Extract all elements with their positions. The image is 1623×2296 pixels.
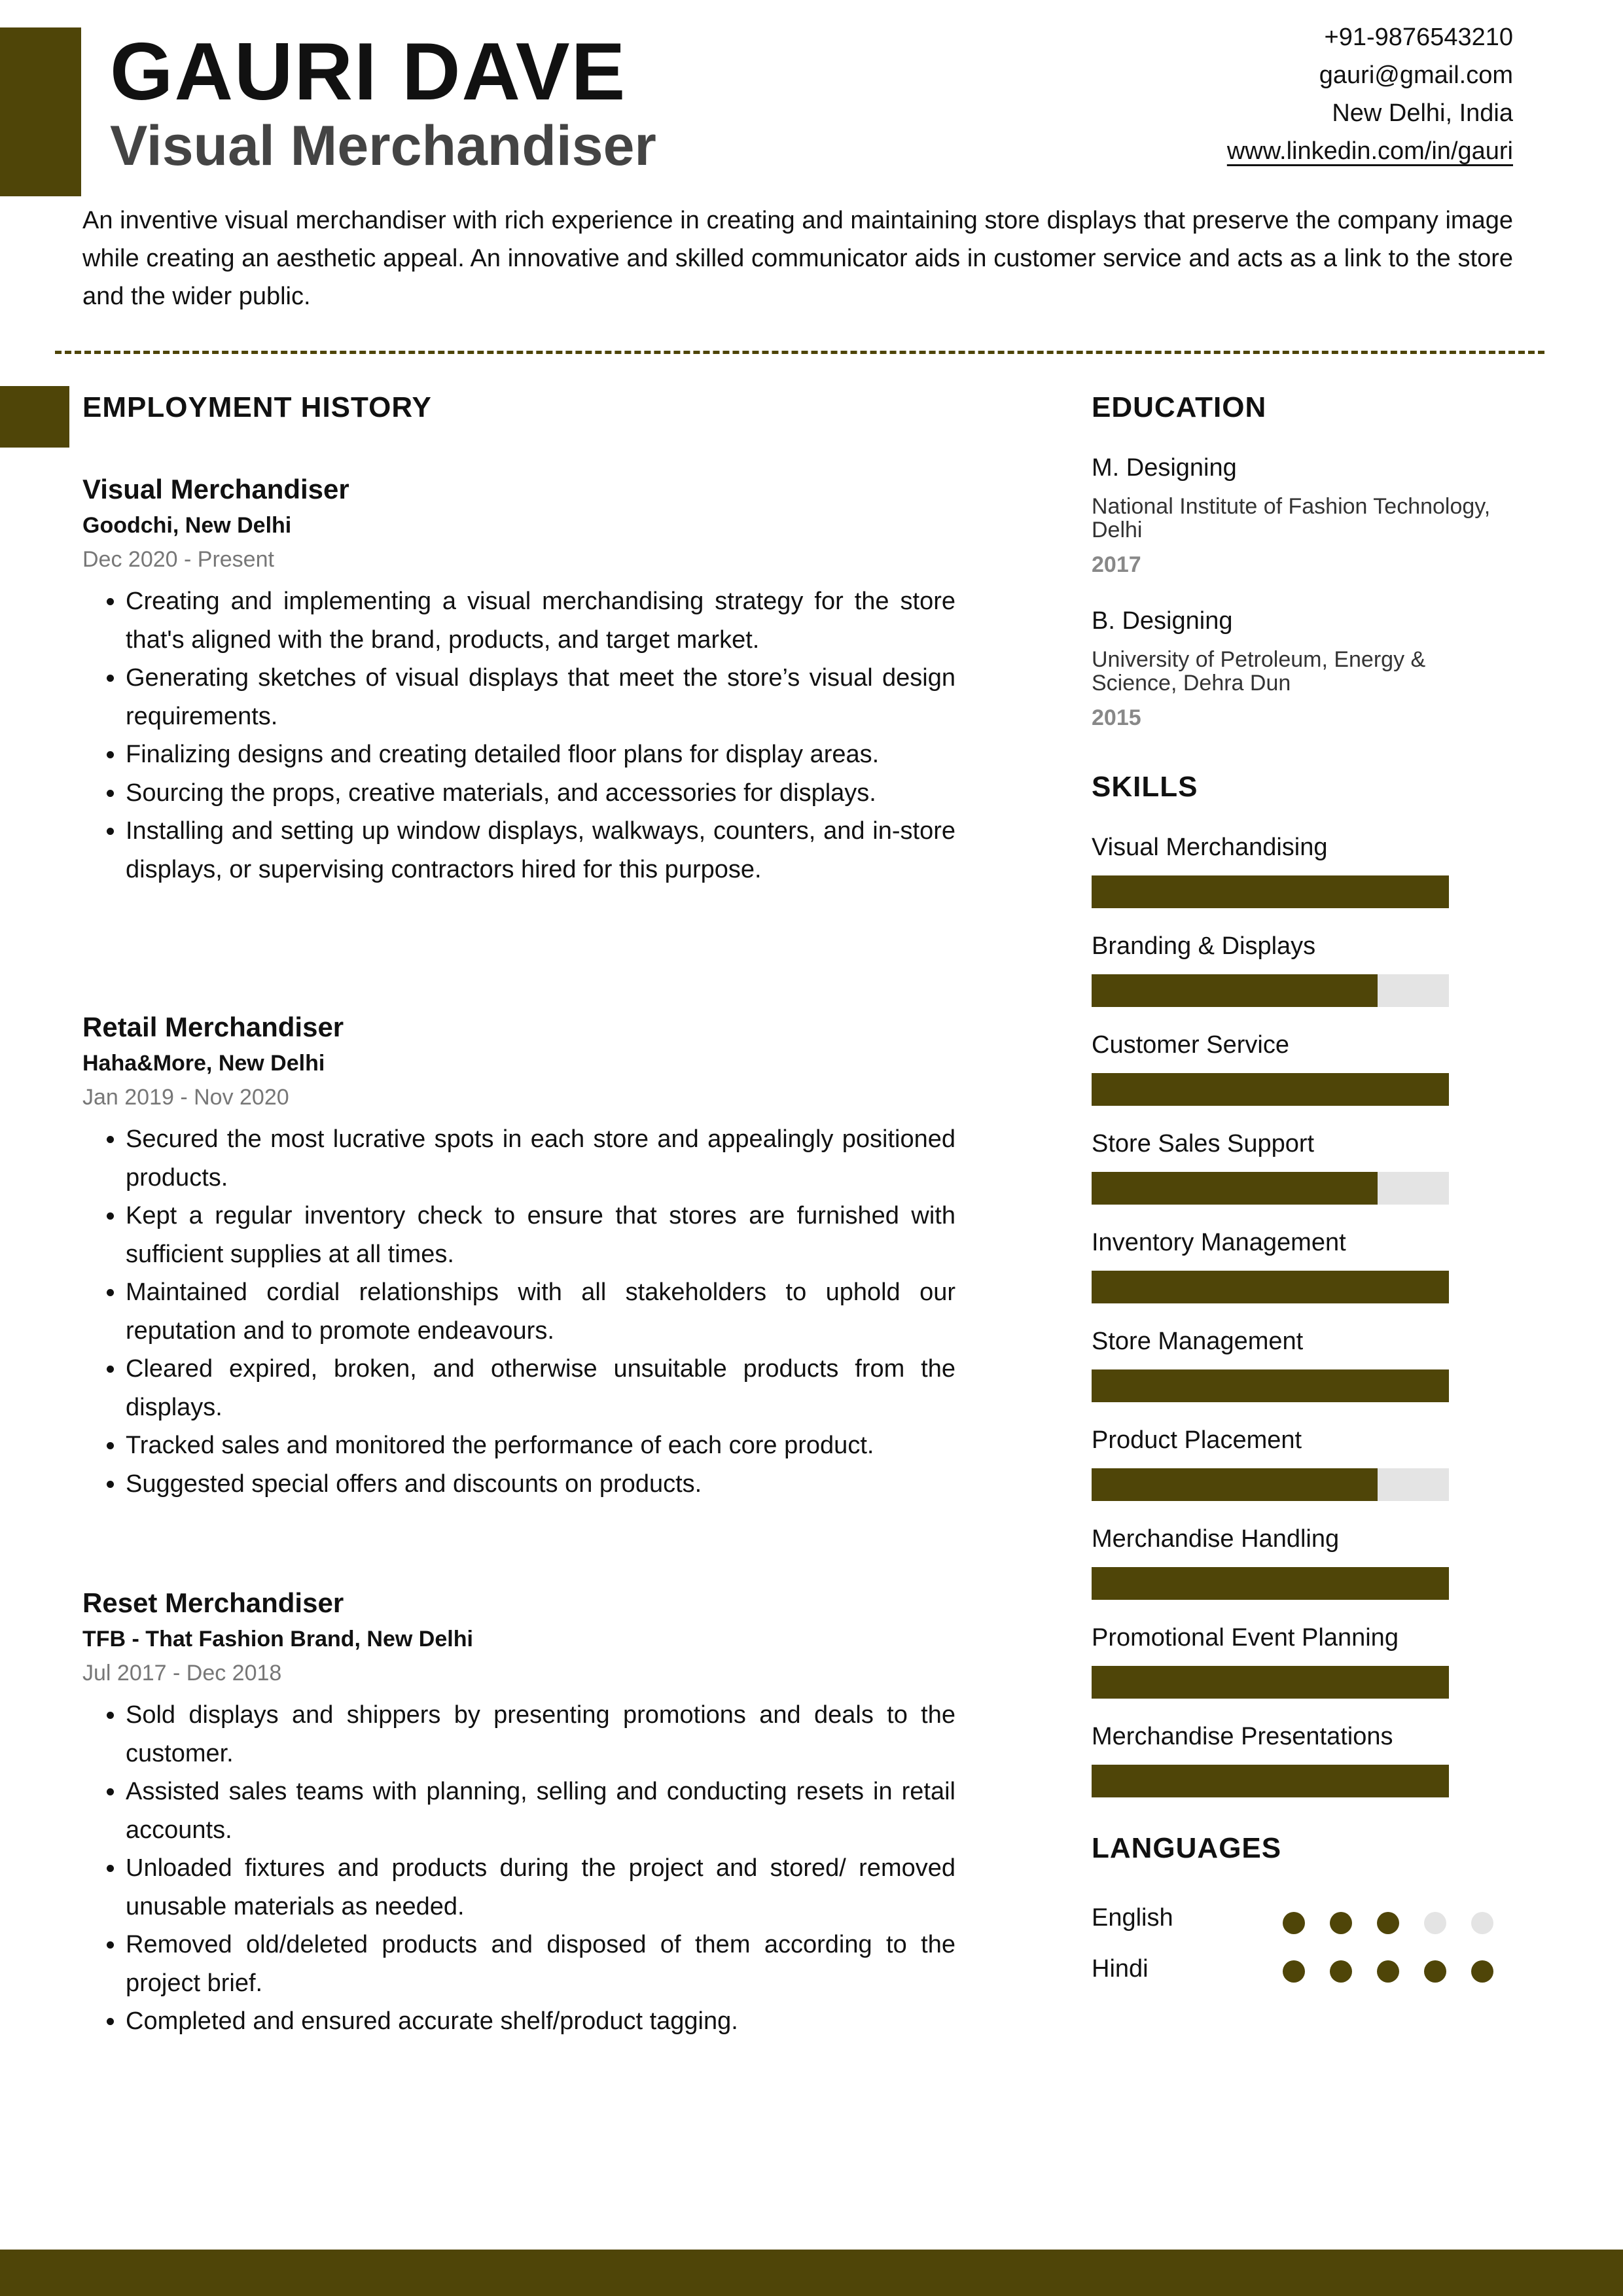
job-bullet: • Finalizing designs and creating detailed floor plans for display areas. (126, 735, 955, 774)
education-year: 2015 (1092, 705, 1141, 730)
skill-label: Inventory Management (1092, 1229, 1346, 1256)
skill-bar (1092, 974, 1449, 1007)
job-bullets (82, 582, 955, 889)
job-title: Visual Merchandiser (82, 474, 349, 504)
job-bullets (82, 1696, 955, 2041)
skill-bar-fill (1092, 875, 1449, 908)
skill-bar (1092, 875, 1449, 908)
skill-bar-fill (1092, 1765, 1449, 1797)
language-label: Hindi (1092, 1955, 1149, 1983)
skill-bar (1092, 1666, 1449, 1699)
job-company: Goodchi, New Delhi (82, 513, 292, 538)
skill-label: Store Management (1092, 1328, 1304, 1355)
skill-bar (1092, 1567, 1449, 1600)
location: New Delhi, India (1332, 99, 1513, 127)
skill-bar (1092, 1073, 1449, 1106)
job-bullet: • Completed and ensured accurate shelf/product tagging. (126, 2002, 955, 2041)
job-dates: Jan 2019 - Nov 2020 (82, 1085, 289, 1110)
job-bullet: • Installing and setting up window displays, walkways, counters, and in-store displays, or supervising contractors hired for this purpose. (126, 812, 955, 889)
skill-bar (1092, 1271, 1449, 1303)
job-dates: Dec 2020 - Present (82, 547, 274, 572)
rating-dot (1424, 1960, 1446, 1983)
skill-label: Store Sales Support (1092, 1130, 1315, 1157)
job-bullet: • Sold displays and shippers by presenting promotions and deals to the customer. (126, 1696, 955, 1773)
candidate-role: Visual Merchandiser (110, 115, 656, 177)
skill-bar-fill (1092, 1073, 1449, 1106)
job-bullet: • Cleared expired, broken, and otherwise unsuitable products from the displays. (126, 1350, 955, 1426)
skill-label: Branding & Displays (1092, 932, 1316, 960)
language-label: English (1092, 1904, 1173, 1932)
skill-bar-fill (1092, 1369, 1449, 1402)
rating-dot (1283, 1912, 1305, 1934)
skill-label: Product Placement (1092, 1426, 1302, 1454)
job-bullet: • Generating sketches of visual displays that meet the store’s visual design requirements. (126, 659, 955, 735)
job-entry (82, 470, 955, 889)
job-title: Retail Merchandiser (82, 1012, 344, 1042)
phone[interactable]: +91-9876543210 (1324, 24, 1513, 51)
language-rating (1283, 1960, 1493, 1983)
languages-heading: LANGUAGES (1092, 1832, 1282, 1864)
job-bullet: • Removed old/deleted products and disposed of them according to the project brief. (126, 1926, 955, 2002)
skill-bar-fill (1092, 1666, 1449, 1699)
job-entry (82, 1583, 955, 2041)
skill-bar (1092, 1468, 1449, 1501)
employment-accent-block (0, 386, 69, 448)
footer-bar (0, 2250, 1623, 2296)
skill-label: Customer Service (1092, 1031, 1289, 1059)
job-bullet: • Maintained cordial relationships with all stakeholders to uphold our reputation and to promote endeavours. (126, 1273, 955, 1350)
email[interactable]: gauri@gmail.com (1319, 62, 1513, 89)
education-degree: B. Designing (1092, 607, 1233, 635)
skills-heading: SKILLS (1092, 771, 1198, 803)
job-bullet: • Tracked sales and monitored the performance of each core product. (126, 1426, 955, 1465)
skill-label: Promotional Event Planning (1092, 1624, 1399, 1651)
skill-bar-fill (1092, 1172, 1378, 1205)
job-bullet: • Creating and implementing a visual merchandising strategy for the store that's aligned with the brand, products, and target market. (126, 582, 955, 659)
candidate-name: GAURI DAVE (110, 27, 627, 117)
education-school: National Institute of Fashion Technology, Delhi (1092, 494, 1491, 542)
rating-dot (1471, 1912, 1493, 1934)
section-divider (55, 351, 1544, 354)
skill-label: Merchandise Handling (1092, 1525, 1340, 1553)
skill-bar (1092, 1765, 1449, 1797)
employment-heading: EMPLOYMENT HISTORY (82, 391, 432, 423)
skill-bar-fill (1092, 1567, 1449, 1600)
rating-dot (1377, 1960, 1399, 1983)
skill-bar-fill (1092, 974, 1378, 1007)
summary: An inventive visual merchandiser with rich experience in creating and maintaining store displays that preserve the company image while creating an aesthetic appeal. An innovative and skilled communicator aids in customer service and acts as a link to the store and the wider public. (82, 207, 1513, 310)
rating-dot (1377, 1912, 1399, 1934)
job-bullet: • Secured the most lucrative spots in each store and appealingly positioned products. (126, 1120, 955, 1197)
job-title: Reset Merchandiser (82, 1587, 344, 1618)
skill-bar-fill (1092, 1271, 1449, 1303)
job-bullet: • Unloaded fixtures and products during the project and stored/ removed unusable materials as needed. (126, 1849, 955, 1926)
education-year: 2017 (1092, 552, 1141, 577)
rating-dot (1330, 1912, 1352, 1934)
education-heading: EDUCATION (1092, 391, 1267, 423)
job-dates: Jul 2017 - Dec 2018 (82, 1661, 282, 1686)
language-rating (1283, 1912, 1493, 1934)
skill-label: Visual Merchandising (1092, 834, 1328, 861)
job-company: Haha&More, New Delhi (82, 1051, 325, 1076)
rating-dot (1424, 1912, 1446, 1934)
linkedin-link[interactable]: www.linkedin.com/in/gauri (1226, 137, 1513, 165)
skill-bar (1092, 1172, 1449, 1205)
job-bullets (82, 1120, 955, 1503)
job-company: TFB - That Fashion Brand, New Delhi (82, 1627, 473, 1651)
skill-bar (1092, 1369, 1449, 1402)
job-bullet: • Kept a regular inventory check to ensure that stores are furnished with sufficient supplies at all times. (126, 1197, 955, 1273)
education-school: University of Petroleum, Energy & Science, Dehra Dun (1092, 647, 1426, 696)
job-bullet: • Suggested special offers and discounts on products. (126, 1465, 955, 1504)
rating-dot (1330, 1960, 1352, 1983)
skill-bar-fill (1092, 1468, 1378, 1501)
header-accent-block (0, 27, 81, 196)
skill-label: Merchandise Presentations (1092, 1723, 1393, 1750)
job-entry (82, 1008, 955, 1503)
education-degree: M. Designing (1092, 454, 1237, 482)
job-bullet: • Assisted sales teams with planning, selling and conducting resets in retail accounts. (126, 1773, 955, 1849)
rating-dot (1471, 1960, 1493, 1983)
rating-dot (1283, 1960, 1305, 1983)
job-bullet: • Sourcing the props, creative materials, and accessories for displays. (126, 774, 955, 813)
